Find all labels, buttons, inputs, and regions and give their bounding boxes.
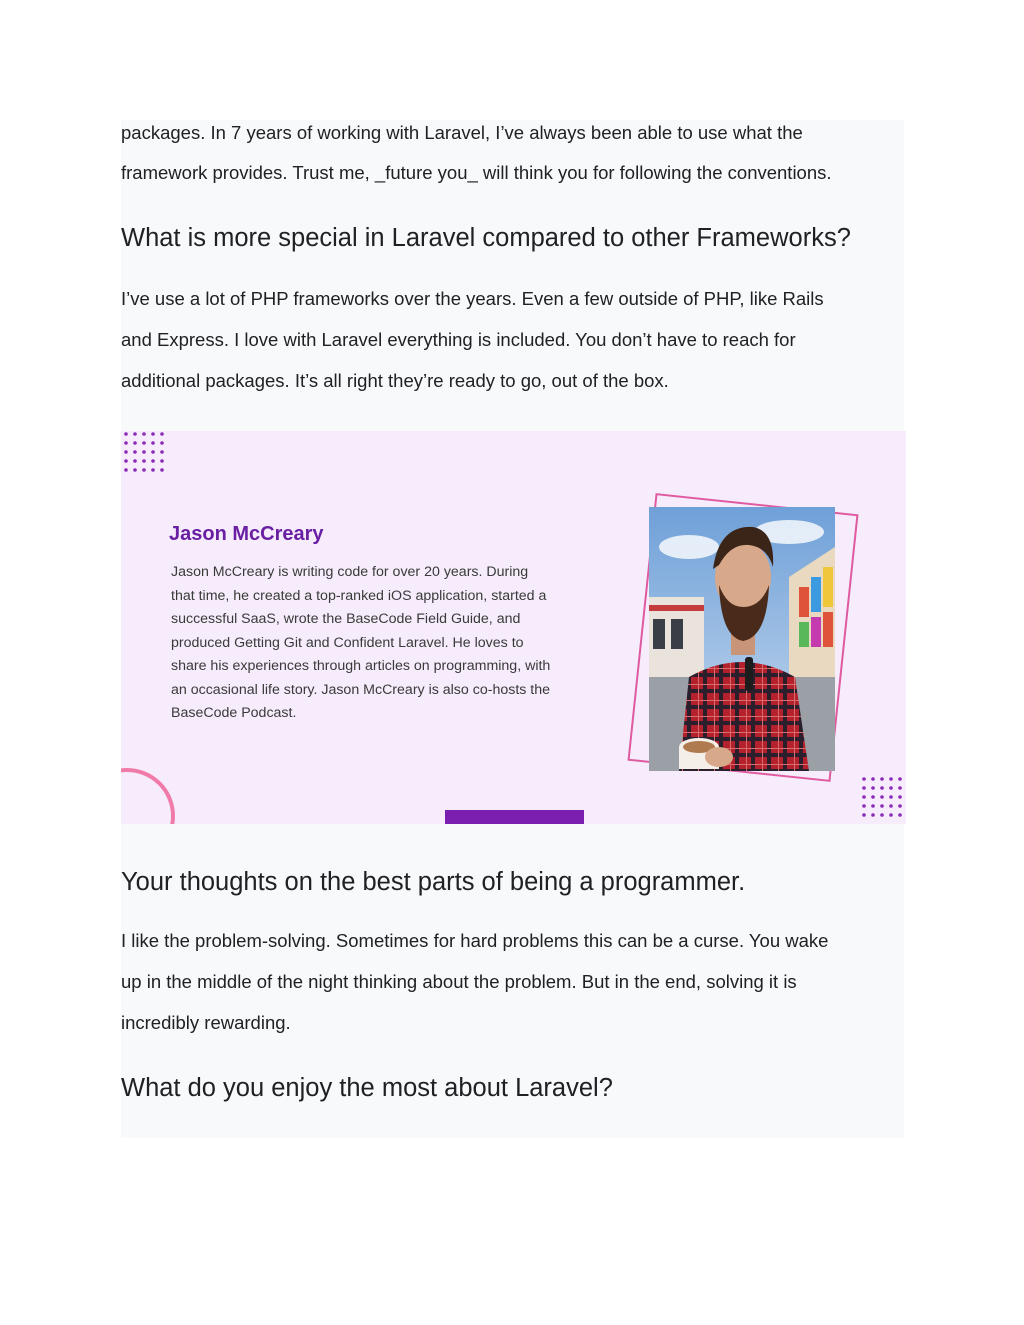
frameworks-line-2: and Express. I love with Laravel everything is included. You don’t have to reach for	[121, 329, 796, 350]
intro-line-2: framework provides. Trust me, _future you_ will think you for following the conventions.	[121, 162, 832, 183]
purple-bar-decoration	[445, 810, 584, 824]
programmer-line-2: up in the middle of the night thinking about the problem. But in the end, solving it is	[121, 971, 797, 992]
author-name: Jason McCreary	[169, 523, 324, 545]
intro-line-1: packages. In 7 years of working with Laravel, I’ve always been able to use what the	[121, 122, 803, 143]
section-heading-laravel: What do you enjoy the most about Laravel?	[121, 1074, 613, 1102]
programmer-line-1: I like the problem-solving. Sometimes for hard problems this can be a curse. You wake	[121, 930, 829, 951]
programmer-line-3: incredibly rewarding.	[121, 1012, 291, 1033]
author-bio-line: BaseCode Podcast.	[171, 705, 297, 721]
author-bio	[171, 561, 601, 726]
author-bio-line: produced Getting Git and Confident Laravel. He loves to	[171, 634, 524, 651]
author-bio-line: successful SaaS, wrote the BaseCode Field Guide, and	[171, 611, 521, 627]
author-bio-line: an occasional life story. Jason McCreary is also co-hosts the	[171, 681, 551, 698]
author-bio-line: share his experiences through articles on programming, with	[171, 658, 551, 674]
author-card	[121, 431, 906, 824]
frameworks-line-3: additional packages. It’s all right they’re ready to go, out of the box.	[121, 370, 669, 391]
author-photo	[649, 507, 835, 771]
author-bio-line: Jason McCreary is writing code for over 20 years. During	[171, 564, 529, 580]
ring-decoration	[121, 768, 175, 824]
frameworks-line-1: I’ve use a lot of PHP frameworks over the years. Even a few outside of PHP, like Rails	[121, 288, 824, 309]
section-heading-programmer: Your thoughts on the best parts of being a programmer.	[121, 868, 746, 896]
section-heading-frameworks: What is more special in Laravel compared to other Frameworks?	[121, 224, 851, 252]
author-bio-line: that time, he created a top-ranked iOS application, started a	[171, 587, 547, 604]
dot-grid-top-left	[123, 431, 171, 479]
dot-grid-bottom-right	[861, 776, 906, 824]
